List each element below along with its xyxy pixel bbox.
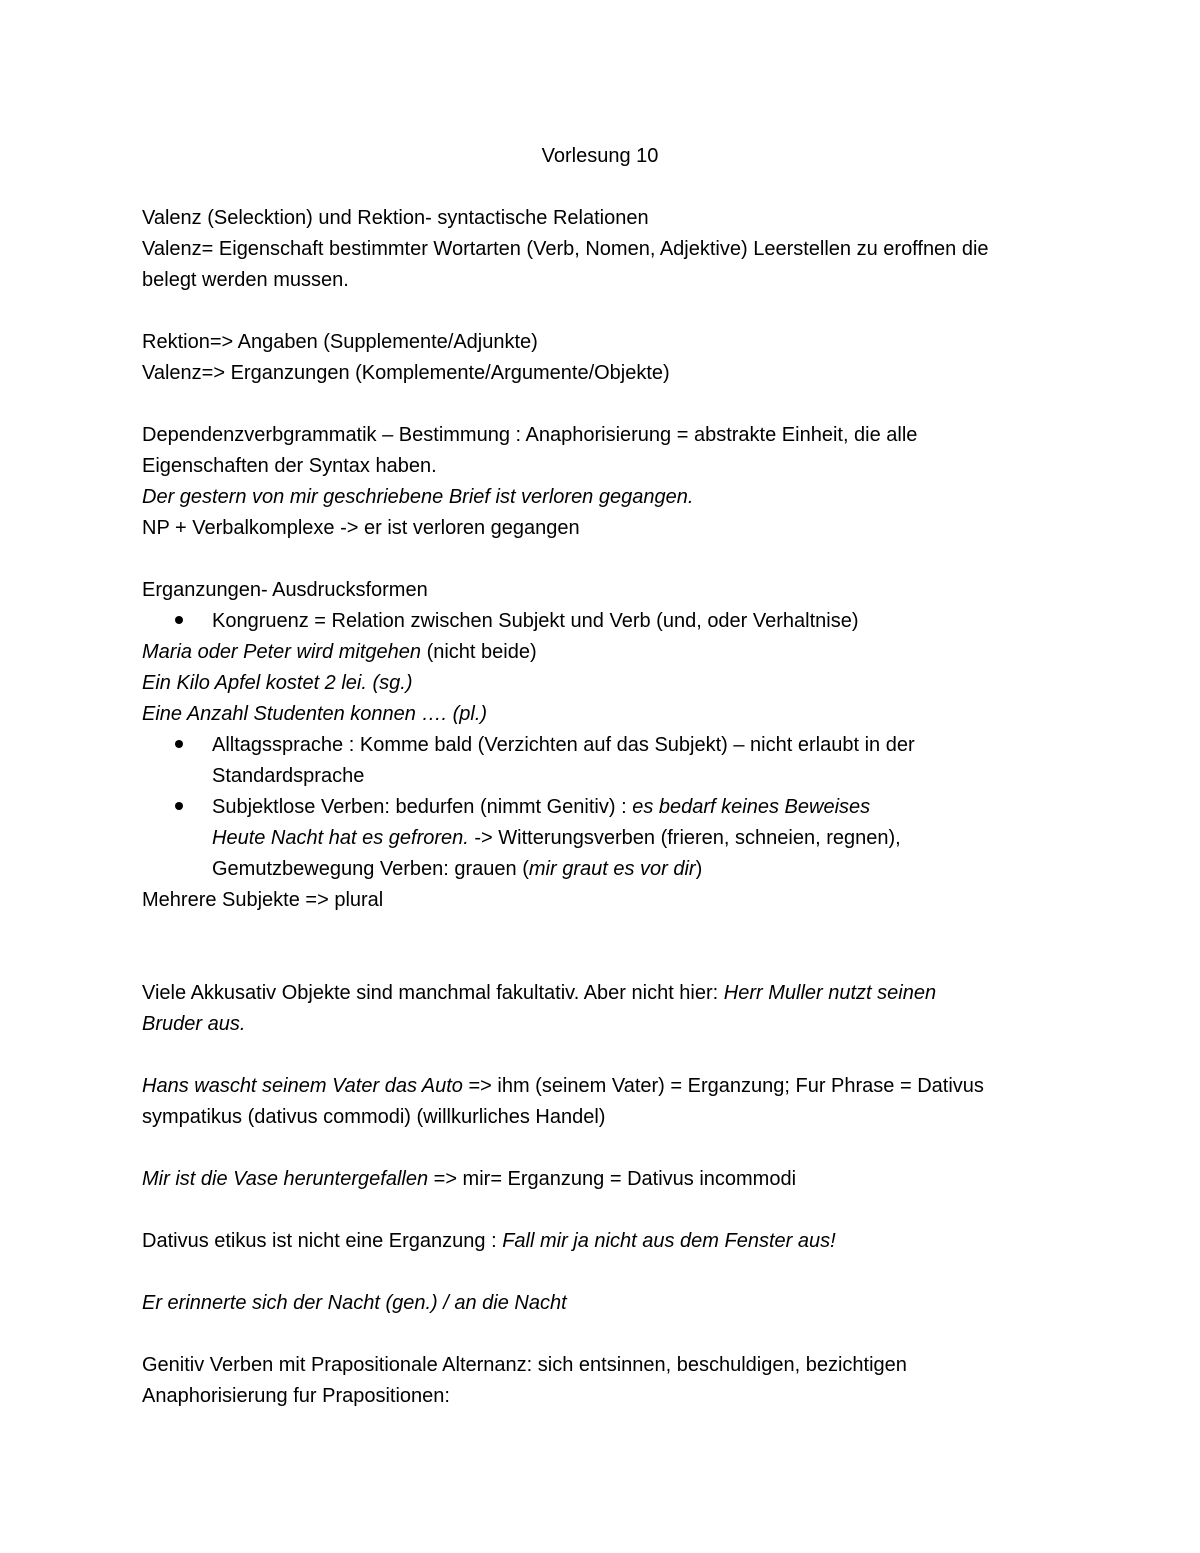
mehrere-subjekte-line: Mehrere Subjekte => plural xyxy=(142,889,384,911)
hans-line-1 xyxy=(142,1071,984,1101)
valenz-erganzungen-line: Valenz=> Erganzungen (Komplemente/Argumente/Objekte) xyxy=(142,362,670,384)
vase-italic: Mir ist die Vase heruntergefallen xyxy=(142,1168,429,1190)
example-maria xyxy=(142,637,537,667)
gefroren-italic: Heute Nacht hat es gefroren. xyxy=(212,827,469,849)
bullet-subjektlose-line-1 xyxy=(212,792,870,822)
dativus-etikus-italic: Fall mir ja nicht aus dem Fenster aus! xyxy=(502,1230,836,1252)
vase-line xyxy=(142,1164,796,1194)
subjektlose-plain: Subjektlose Verben: bedurfen (nimmt Genitiv) : xyxy=(212,796,633,818)
witterungsverben-text: -> Witterungsverben (frieren, schneien, regnen), xyxy=(468,827,901,849)
bullet-subjektlose-line-2 xyxy=(212,823,901,853)
valenz-heading: Valenz (Selecktion) und Rektion- syntactische Relationen xyxy=(142,207,649,229)
bullet-icon xyxy=(175,802,183,810)
example-anzahl xyxy=(142,699,487,729)
rektion-line: Rektion=> Angaben (Supplemente/Adjunkte) xyxy=(142,331,538,353)
erinnerte-italic: Er erinnerte sich der Nacht (gen.) / an die Nacht xyxy=(142,1292,567,1314)
example-anzahl-text: Eine Anzahl Studenten konnen …. (pl.) xyxy=(142,703,488,725)
bruder-italic: Bruder aus. xyxy=(142,1013,246,1035)
bullet-alltagssprache-line-1: Alltagssprache : Komme bald (Verzichten auf das Subjekt) – nicht erlaubt in der xyxy=(212,734,915,756)
genitiv-verben-line: Genitiv Verben mit Prapositionale Alternanz: sich entsinnen, beschuldigen, bezichtigen xyxy=(142,1354,907,1376)
erinnerte-line xyxy=(142,1288,567,1318)
dativus-etikus-plain: Dativus etikus ist nicht eine Erganzung : xyxy=(142,1230,503,1252)
akkusativ-line-2 xyxy=(142,1009,245,1039)
example-brief xyxy=(142,482,693,512)
hans-rest: => ihm (seinem Vater) = Erganzung; Fur Phrase = Dativus xyxy=(462,1075,984,1097)
example-kilo xyxy=(142,668,413,698)
akkusativ-italic: Herr Muller nutzt seinen xyxy=(723,982,937,1004)
dativus-etikus-line xyxy=(142,1226,836,1256)
example-maria-rest: (nicht beide) xyxy=(421,641,537,663)
bullet-kongruenz: Kongruenz = Relation zwischen Subjekt und Verb (und, oder Verhaltnise) xyxy=(212,610,859,632)
valenz-definition-line-2: belegt werden mussen. xyxy=(142,269,349,291)
akkusativ-line-1 xyxy=(142,978,936,1008)
example-maria-italic: Maria oder Peter wird mitgehen xyxy=(142,641,422,663)
gemutzbewegung-italic: mir graut es vor dir xyxy=(528,858,696,880)
erganzungen-heading: Erganzungen- Ausdrucksformen xyxy=(142,579,428,601)
valenz-definition-line-1: Valenz= Eigenschaft bestimmter Wortarten (Verb, Nomen, Adjektive) Leerstellen zu eroffnen die xyxy=(142,238,989,260)
bullet-subjektlose-line-3 xyxy=(212,854,702,884)
page-title: Vorlesung 10 xyxy=(541,145,659,167)
dependenz-line-1: Dependenzverbgrammatik – Bestimmung : Anaphorisierung = abstrakte Einheit, die alle xyxy=(142,424,918,446)
hans-italic: Hans wascht seinem Vater das Auto xyxy=(142,1075,463,1097)
np-verbalkomplexe-line: NP + Verbalkomplexe -> er ist verloren gegangen xyxy=(142,517,580,539)
anaphorisierung-line: Anaphorisierung fur Prapositionen: xyxy=(142,1385,450,1407)
gemutzbewegung-plain: Gemutzbewegung Verben: grauen ( xyxy=(212,858,529,880)
dependenz-line-2: Eigenschaften der Syntax haben. xyxy=(142,455,437,477)
gemutzbewegung-end: ) xyxy=(695,858,703,880)
bullet-alltagssprache-line-2: Standardsprache xyxy=(212,765,365,787)
vase-rest: => mir= Erganzung = Dativus incommodi xyxy=(428,1168,797,1190)
bullet-icon xyxy=(175,616,183,624)
example-brief-text: Der gestern von mir geschriebene Brief ist verloren gegangen. xyxy=(142,486,694,508)
subjektlose-italic: es bedarf keines Beweises xyxy=(632,796,871,818)
example-kilo-text: Ein Kilo Apfel kostet 2 lei. (sg.) xyxy=(142,672,413,694)
hans-line-2: sympatikus (dativus commodi) (willkurliches Handel) xyxy=(142,1106,606,1128)
bullet-icon xyxy=(175,740,183,748)
akkusativ-plain: Viele Akkusativ Objekte sind manchmal fakultativ. Aber nicht hier: xyxy=(142,982,724,1004)
